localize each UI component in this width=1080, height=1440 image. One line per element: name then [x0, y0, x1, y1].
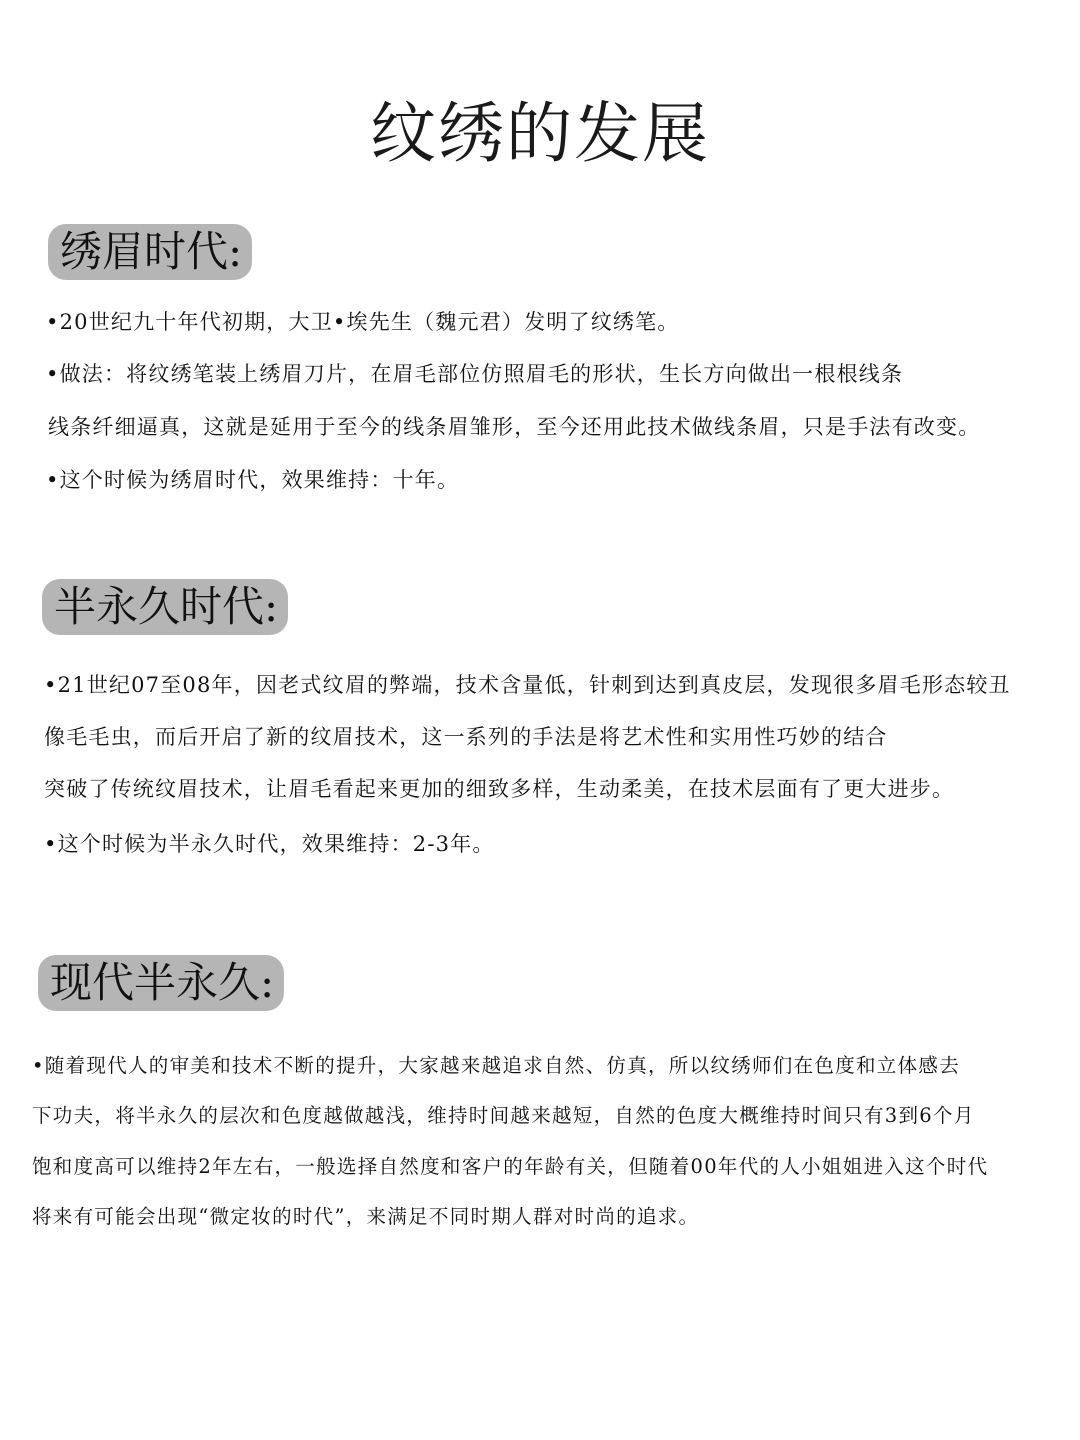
section-1-line-2: •做法：将纹绣笔装上绣眉刀片，在眉毛部位仿照眉毛的形状，生长方向做出一根根线条 [46, 362, 904, 386]
section-heading-embroidered-brow: 绣眉时代: [48, 224, 252, 280]
section-2-line-1: •21世纪07至08年，因老式纹眉的弊端，技术含量低，针刺到达到真皮层，发现很多眉毛形态较丑 [44, 673, 1011, 697]
section-1-line-3: 线条纤细逼真，这就是延用于至今的线条眉雏形，至今还用此技术做线条眉，只是手法有改变。 [48, 415, 981, 439]
section-3-line-2: 下功夫，将半永久的层次和色度越做越浅，维持时间越来越短，自然的色度大概维持时间只有3到6个月 [32, 1104, 975, 1127]
section-heading-semi-permanent: 半永久时代: [42, 579, 288, 635]
section-1-line-4: •这个时候为绣眉时代，效果维持：十年。 [46, 468, 460, 492]
section-3-line-1: •随着现代人的审美和技术不断的提升，大家越来越追求自然、仿真，所以纹绣师们在色度和立体感去 [32, 1054, 961, 1077]
section-2-line-2: 像毛毛虫，而后开启了新的纹眉技术，这一系列的手法是将艺术性和实用性巧妙的结合 [44, 725, 888, 749]
section-3-line-3: 饱和度高可以维持2年左右，一般选择自然度和客户的年龄有关，但随着00年代的人小姐姐进入这个时代 [32, 1155, 989, 1178]
section-2-line-4: •这个时候为半永久时代，效果维持：2-3年。 [44, 832, 495, 856]
section-3-line-4: 将来有可能会出现“微定妆的时代”，来满足不同时期人群对时尚的追求。 [32, 1205, 700, 1228]
section-heading-modern-semi-permanent: 现代半永久: [38, 955, 284, 1011]
section-1-line-1: •20世纪九十年代初期，大卫•埃先生（魏元君）发明了纹绣笔。 [46, 310, 680, 334]
page-title: 纹绣的发展 [370, 95, 710, 172]
section-2-line-3: 突破了传统纹眉技术，让眉毛看起来更加的细致多样，生动柔美，在技术层面有了更大进步。 [44, 777, 955, 801]
